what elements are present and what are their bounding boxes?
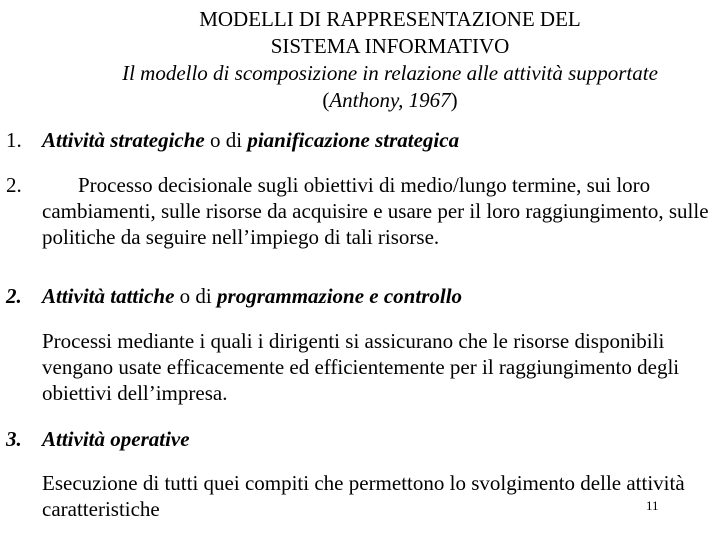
- item-number: 1.: [6, 128, 22, 152]
- item-heading-bold: Attività strategiche: [42, 128, 205, 152]
- item-heading-mid: o di: [174, 284, 218, 308]
- citation-author: Anthony, 1967: [329, 88, 451, 112]
- list-item-3: [6, 426, 190, 453]
- subtitle: Il modello di scomposizione in relazione alle attività supportate: [122, 61, 658, 85]
- title-line-1: MODELLI DI RAPPRESENTAZIONE DEL: [199, 7, 581, 31]
- item-heading-bold: Attività tattiche: [42, 284, 175, 308]
- item-heading-bold: Attività operative: [42, 427, 190, 451]
- item-heading-bold-2: pianificazione strategica: [247, 128, 460, 152]
- item-number: 2.: [6, 284, 22, 308]
- slide-title: [40, 6, 720, 114]
- citation: [40, 87, 720, 114]
- item-heading-mid: o di: [204, 128, 248, 152]
- paragraph-2: Processi mediante i quali i dirigenti si assicurano che le risorse disponibili vengano usate efficacemente ed efficientemente per il raggiungimento degli obiettivi dell’impresa.: [42, 329, 680, 405]
- paragraph-number: 2.: [6, 173, 22, 197]
- citation-close: ): [450, 88, 458, 112]
- list-item-1: [6, 127, 459, 154]
- page-number: 11: [646, 498, 659, 513]
- item-heading-bold-2: programmazione e controllo: [217, 284, 463, 308]
- item-number: 3.: [6, 427, 22, 451]
- title-line-2: SISTEMA INFORMATIVO: [270, 34, 510, 58]
- citation-open: (: [322, 88, 330, 112]
- paragraph-3: Esecuzione di tutti quei compiti che permettono lo svolgimento delle attività caratteristiche: [42, 471, 685, 521]
- list-item-2: [6, 283, 462, 310]
- paragraph-1: Processo decisionale sugli obiettivi di medio/lungo termine, sui loro cambiamenti, sulle risorse da acquisire e usare per il loro raggiungimento, sulle politiche da seguire nell’impiego di tali risorse.: [42, 173, 709, 249]
